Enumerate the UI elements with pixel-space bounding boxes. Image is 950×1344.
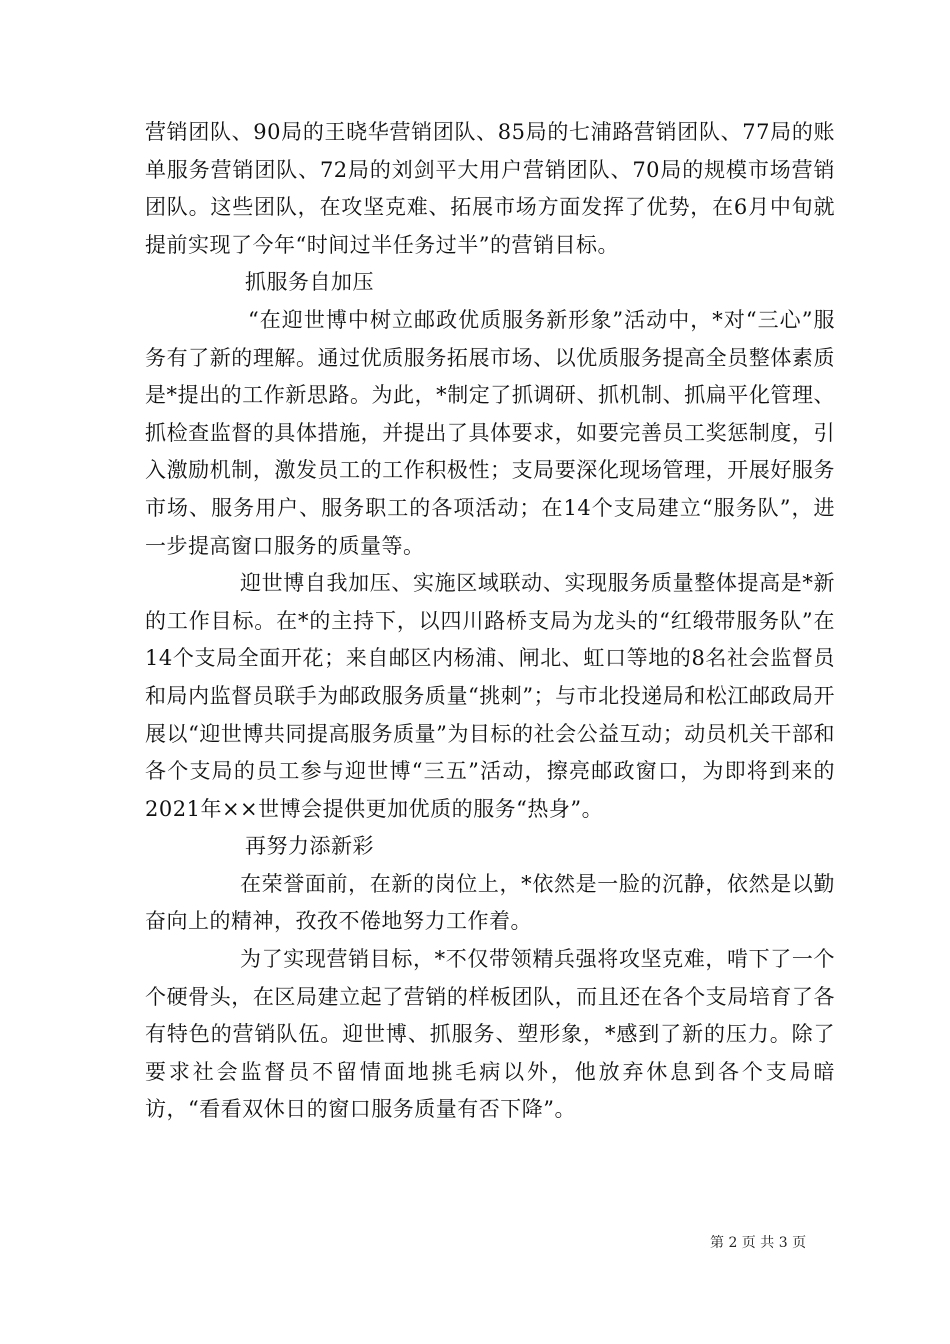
document-body <box>145 114 835 1129</box>
section-heading-new-effort: 再努力添新彩 <box>245 834 374 859</box>
paragraph-marketing-teams: 营销团队、90局的王晓华营销团队、85局的七浦路营销团队、77局的账单服务营销团队、72局的刘剑平大用户营销团队、70局的规模市场营销团队。这些团队，在攻坚克难、拓展市场方面发挥了优势，在6月中旬就提前实现了今年“时间过半任务过半”的营销目标。 <box>145 120 835 257</box>
paragraph-marketing-goal: 为了实现营销目标，*不仅带领精兵强将攻坚克难，啃下了一个个硬骨头，在区局建立起了营销的样板团队，而且还在各个支局培育了各有特色的营销队伍。迎世博、抓服务、塑形象，*感到了新的压力。除了要求社会监督员不留情面地挑毛病以外，他放弃休息到各个支局暗访，“看看双休日的窗口服务质量有否下降”。 <box>145 947 835 1122</box>
paragraph-expo-goals: 迎世博自我加压、实施区域联动、实现服务质量整体提高是*新的工作目标。在*的主持下，以四川路桥支局为龙头的“红缎带服务队”在14个支局全面开花；来自邮区内杨浦、闸北、虹口等地的8名社会监督员和局内监督员联手为邮政服务质量“挑刺”；与市北投递局和松江邮政局开展以“迎世博共同提高服务质量”为目标的社会公益互动；动员机关干部和各个支局的员工参与迎世博“三五”活动，擦亮邮政窗口，为即将到来的2021年××世博会提供更加优质的服务“热身”。 <box>145 571 835 821</box>
section-heading-service: 抓服务自加压 <box>245 270 374 295</box>
page-number-footer: 第 2 页 共 3 页 <box>710 1235 807 1251</box>
paragraph-service-quality: “在迎世博中树立邮政优质服务新形象”活动中，*对“三心”服务有了新的理解。通过优质服务拓展市场、以优质服务提高全员整体素质是*提出的工作新思路。为此，*制定了抓调研、抓机制、抓扁平化管理、抓检查监督的具体措施，并提出了具体要求，如要完善员工奖惩制度，引入激励机制，激发员工的工作积极性；支局要深化现场管理，开展好服务市场、服务用户、服务职工的各项活动；在14个支局建立“服务队”，进一步提高窗口服务的质量等。 <box>145 307 835 558</box>
paragraph-honors: 在荣誉面前，在新的岗位上，*依然是一脸的沉静，依然是以勤奋向上的精神，孜孜不倦地努力工作着。 <box>145 871 835 934</box>
